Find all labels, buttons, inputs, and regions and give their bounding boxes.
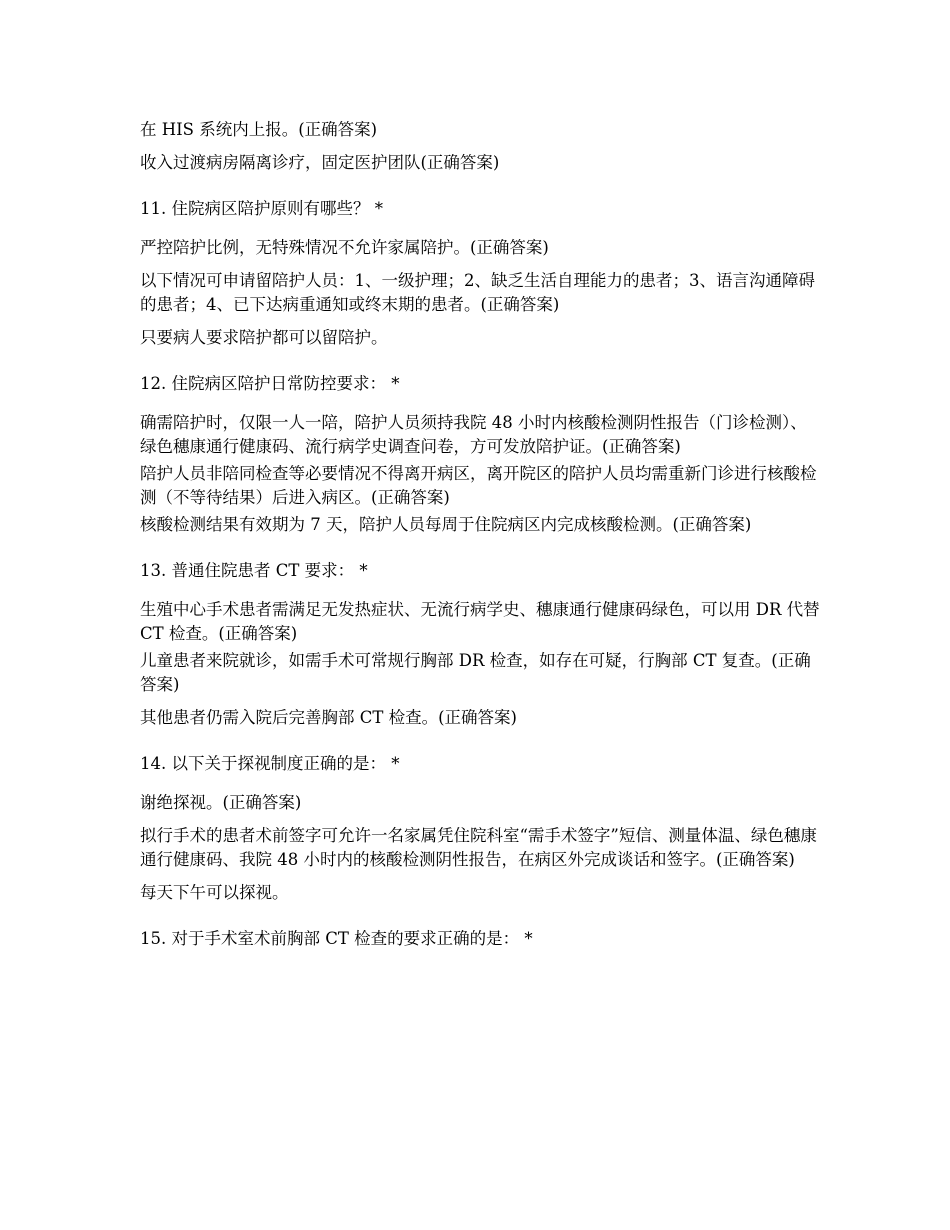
answer-option: 只要病人要求陪护都可以留陪护。 xyxy=(140,328,388,347)
answer-option: 其他患者仍需入院后完善胸部 CT 检查。(正确答案) xyxy=(140,708,517,727)
question-title: 15. 对于手术室术前胸部 CT 检查的要求正确的是： * xyxy=(140,929,533,948)
question-title: 12. 住院病区陪护日常防控要求： * xyxy=(140,374,400,393)
answer-option: 确需陪护时，仅限一人一陪，陪护人员须持我院 48 小时内核酸检测阴性报告（门诊检测）、绿色穗康通行健康码、流行病学史调查问卷，方可发放陪护证。(正确答案) xyxy=(140,413,807,456)
answer-option: 陪护人员非陪同检查等必要情况不得离开病区，离开院区的陪护人员均需重新门诊进行核酸检测（不等待结果）后进入病区。(正确答案) xyxy=(140,464,817,507)
question-title: 13. 普通住院患者 CT 要求： * xyxy=(140,561,368,580)
answer-option: 每天下午可以探视。 xyxy=(140,883,289,902)
answer-option: 收入过渡病房隔离诊疗，固定医护团队(正确答案) xyxy=(140,153,500,172)
question-title: 11. 住院病区陪护原则有哪些？ * xyxy=(140,199,383,218)
answer-option: 在 HIS 系统内上报。(正确答案) xyxy=(140,120,378,139)
document-page xyxy=(140,118,820,966)
question-title: 14. 以下关于探视制度正确的是： * xyxy=(140,754,400,773)
answer-option: 生殖中心手术患者需满足无发热症状、无流行病学史、穗康通行健康码绿色，可以用 DR 代替 CT 检查。(正确答案) xyxy=(140,600,820,643)
answer-option: 谢绝探视。(正确答案) xyxy=(140,793,302,812)
answer-option: 以下情况可申请留陪护人员：1、一级护理；2、缺乏生活自理能力的患者；3、语言沟通障碍的患者；4、已下达病重通知或终末期的患者。(正确答案) xyxy=(140,271,815,314)
answer-option: 儿童患者来院就诊，如需手术可常规行胸部 DR 检查，如存在可疑，行胸部 CT 复查。(正确答案) xyxy=(140,651,811,694)
answer-option: 拟行手术的患者术前签字可允许一名家属凭住院科室“需手术签字”短信、测量体温、绿色穗康通行健康码、我院 48 小时内的核酸检测阴性报告，在病区外完成谈话和签字。(正确答案) xyxy=(140,826,817,869)
answer-option: 核酸检测结果有效期为 7 天，陪护人员每周于住院病区内完成核酸检测。(正确答案) xyxy=(140,515,752,534)
answer-option: 严控陪护比例，无特殊情况不允许家属陪护。(正确答案) xyxy=(140,238,549,257)
